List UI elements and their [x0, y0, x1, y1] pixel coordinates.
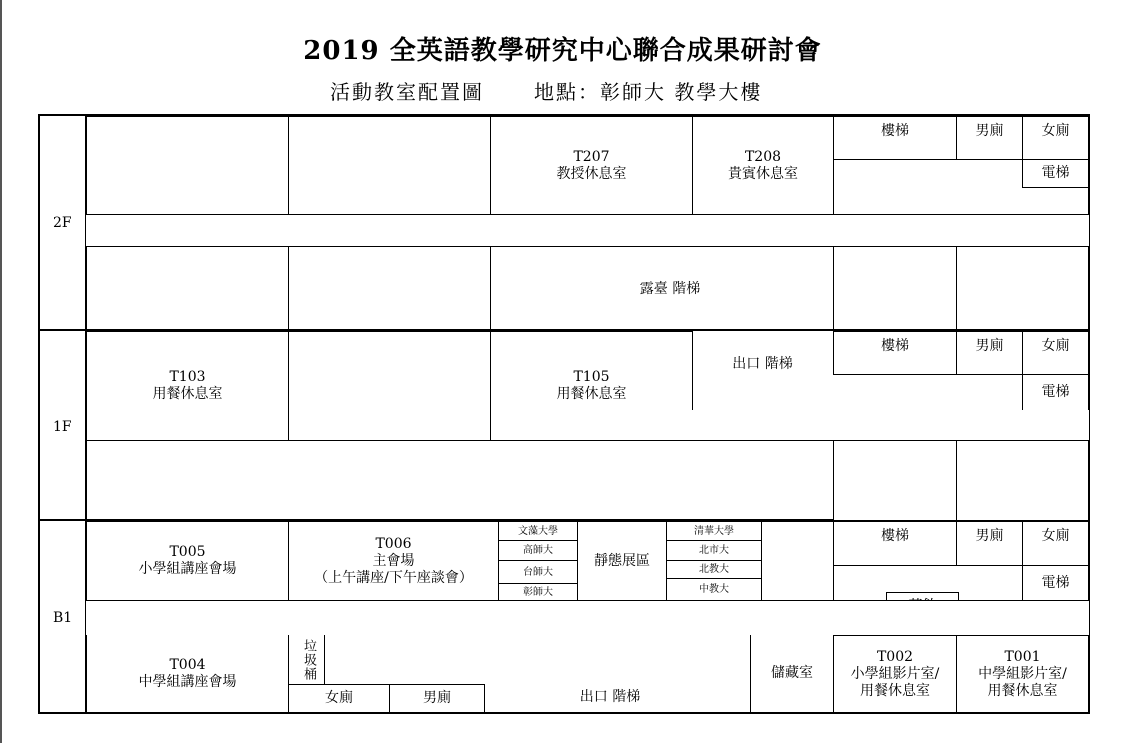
room-t006-code: T006 — [375, 535, 412, 552]
exit-stairs-b1: 出口 階梯 — [579, 689, 641, 705]
room-t006-name: 主會場 — [372, 552, 415, 569]
floor-label-2f: 2F — [53, 215, 72, 231]
exhibit-booth-right-2: 北市大 — [666, 540, 762, 561]
room-t001-name1: 中學組影片室/ — [978, 665, 1067, 682]
room-t103-name: 用餐休息室 — [152, 386, 223, 402]
room-1f-2 — [288, 331, 491, 441]
plan-label: 活動教室配置圖 — [330, 80, 484, 104]
exhibit-booth-right-4: 中教大 — [666, 578, 762, 601]
page-title: 2019 全英語教學研究中心聯合成果研討會 — [303, 36, 822, 66]
room-t004-code: T004 — [169, 656, 206, 673]
room-t002-name1: 小學組影片室/ — [850, 665, 940, 682]
room-t207 — [490, 116, 693, 215]
location-label: 地點：彰師大 教學大樓 — [534, 80, 763, 104]
room-t001-code: T001 — [1004, 648, 1041, 665]
room-2f-5 — [833, 246, 957, 330]
room-2f-1 — [86, 116, 289, 215]
exhibit-booth-right-1: 清華大學 — [666, 521, 762, 541]
room-t005-name: 小學組講座會場 — [138, 561, 237, 577]
room-b1-right-exhibit — [761, 521, 834, 601]
exhibit-area: 靜態展區 — [577, 521, 667, 601]
exit-stairs-1f: 出口 階梯 — [732, 356, 793, 372]
room-t004-name: 中學組講座會場 — [138, 673, 237, 690]
page-edge — [0, 0, 2, 743]
exhibit-booth-left-2: 高師大 — [498, 540, 578, 561]
exhibit-booth-left-4: 彰師大 — [498, 583, 578, 601]
room-t002 — [833, 635, 957, 713]
womens-restroom-b1: 女廁 — [1022, 521, 1089, 566]
room-t002-code: T002 — [876, 648, 914, 665]
room-t208 — [692, 116, 834, 215]
exhibit-booth-right-3: 北教大 — [666, 560, 762, 579]
mens-restroom-b1: 男廁 — [956, 521, 1023, 566]
floor-label-1f: 1F — [53, 419, 72, 435]
room-t005 — [86, 521, 289, 601]
room-t006 — [288, 521, 499, 601]
room-t103-code: T103 — [169, 369, 206, 385]
room-1f-5 — [833, 440, 957, 521]
room-1f-6 — [956, 440, 1089, 521]
trash-can — [288, 635, 325, 685]
mens-restroom-2f: 男廁 — [956, 116, 1023, 160]
page-subtitle — [330, 76, 762, 105]
room-t001 — [956, 635, 1089, 713]
womens-restroom-b1-bottom: 女廁 — [288, 684, 390, 713]
room-t105-code: T105 — [573, 369, 610, 385]
room-t103 — [86, 331, 289, 441]
stairs-1f: 樓梯 — [833, 331, 957, 375]
elevator-1f: 電梯 — [1022, 374, 1089, 411]
stairs-b1: 樓梯 — [833, 521, 957, 566]
room-2f-4 — [288, 246, 491, 330]
womens-restroom-2f: 女廁 — [1022, 116, 1089, 160]
elevator-2f: 電梯 — [1022, 159, 1089, 188]
room-2f-3 — [86, 246, 289, 330]
room-t004 — [86, 635, 289, 713]
room-t105 — [490, 331, 693, 441]
mens-restroom-b1-bottom: 男廁 — [389, 684, 485, 713]
exhibit-booth-left-1: 文藻大學 — [498, 521, 578, 541]
mens-restroom-1f: 男廁 — [956, 331, 1023, 375]
exhibit-booth-left-3: 台師大 — [498, 560, 578, 584]
corridor-b1 — [86, 600, 1089, 636]
room-2f-2 — [288, 116, 491, 215]
room-t208-code: T208 — [744, 148, 782, 165]
trash-can-label: 垃圾桶 — [301, 639, 316, 681]
room-2f-6 — [956, 246, 1089, 330]
room-t207-code: T207 — [573, 148, 610, 165]
room-t105-name: 用餐休息室 — [556, 386, 627, 402]
room-t005-code: T005 — [169, 544, 206, 560]
terrace-stairs-2f: 露臺 階梯 — [639, 281, 701, 297]
corridor-1f — [692, 410, 1089, 441]
storage-room: 儲藏室 — [750, 635, 834, 713]
womens-restroom-1f: 女廁 — [1022, 331, 1089, 375]
stairs-2f: 樓梯 — [833, 116, 957, 160]
room-t006-note: （上午講座/下午座談會） — [314, 569, 473, 586]
room-t208-name: 貴賓休息室 — [728, 165, 798, 182]
room-t207-name: 教授休息室 — [556, 165, 627, 182]
room-t001-name2: 用餐休息室 — [987, 682, 1058, 699]
corridor-2f — [86, 214, 1089, 247]
floor-label-b1: B1 — [53, 610, 73, 626]
room-t002-name2: 用餐休息室 — [860, 682, 930, 699]
elevator-b1: 電梯 — [1022, 565, 1089, 601]
